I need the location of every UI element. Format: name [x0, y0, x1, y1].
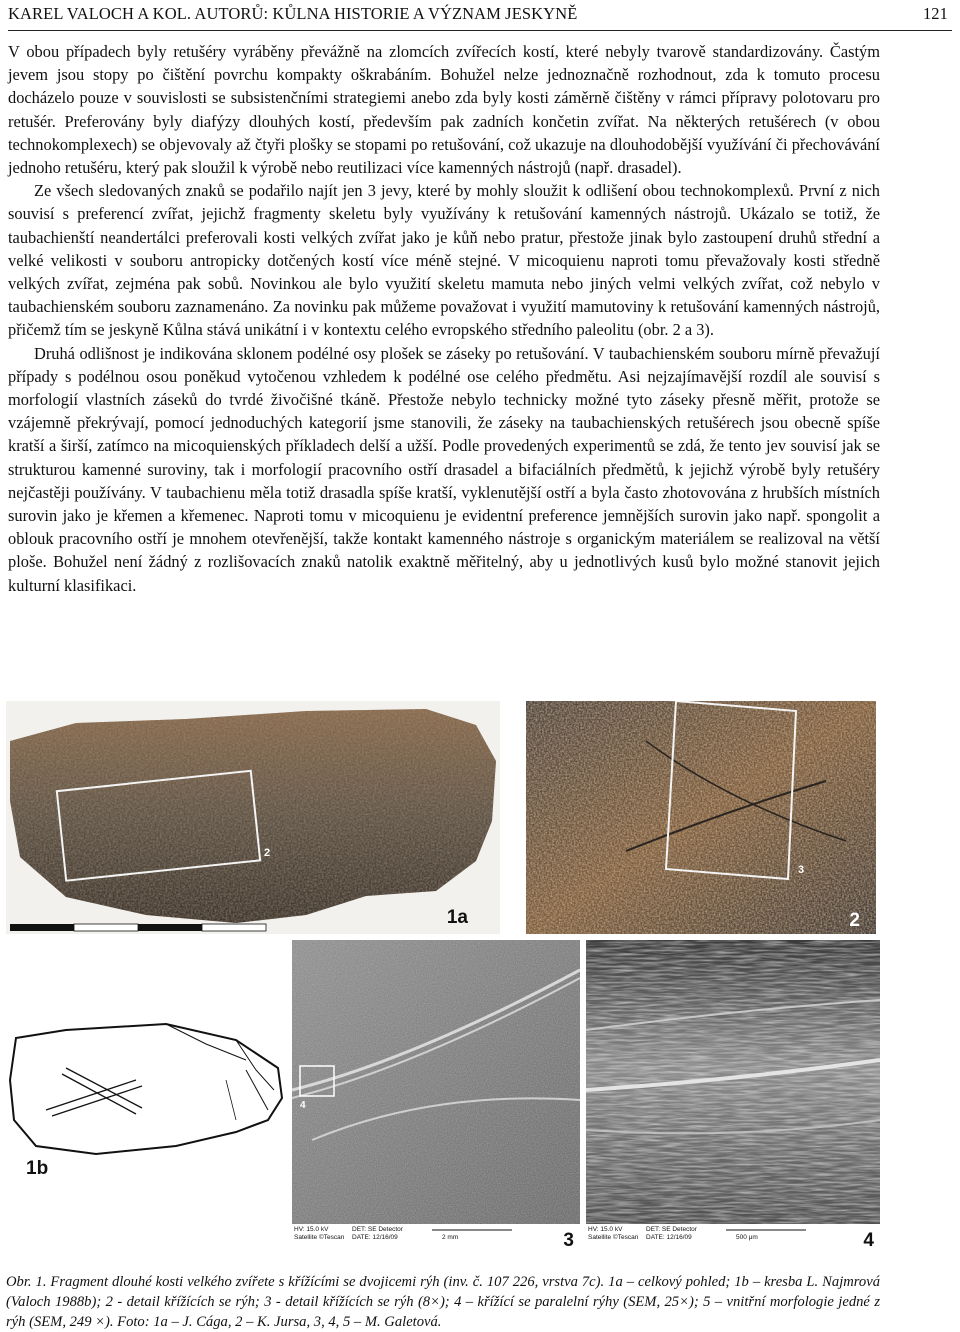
- frame-label-3: 3: [798, 864, 805, 876]
- running-title: KAREL VALOCH A KOL. AUTORŮ: KŮLNA HISTORIE A VÝZNAM JESKYNĚ: [8, 4, 578, 23]
- sem4-scale: 500 μm: [736, 1234, 758, 1241]
- paragraph-2: Ze všech sledovaných znaků se podařilo najít jen 3 jevy, které by mohly sloužit k odlišení obou technokomplexů. První z nich souvisí s preferencí zvířat, jejichž fragmenty skeletu byly využívány k retušování kamenných nástrojů. Ukázalo se totiž, že taubachienští neandertálci preferovali kosti velkých zvířat jako je kůň nebo pratur, přestože jinak bylo zastoupení druhů střední a velké velikosti v souboru antropicky dotčených kostí více méně stejné. V micoquienu naproti tomu převažovaly kosti středně velkých zvířat, zejména pak sobů. Novinkou ale bylo využití skeletu mamuta nebo jiných velmi velkých zvířat, což nebylo v taubachienském souboru zaznamenáno. Za novinku pak můžeme považovat i využití mamutoviny k retušování kamenných nástrojů, přičemž tím se jeskyně Kůlna stává unikátní i v kontextu celého evropského středního paleolitu (obr. 2 a 3).: [8, 181, 880, 340]
- sem3-det: DET: SE Detector: [352, 1226, 403, 1233]
- figure-label-2: 2: [849, 910, 860, 931]
- sem3-brand: Satellite ©Tescan: [294, 1234, 345, 1241]
- figure-2-photo: [526, 701, 876, 934]
- figure-1a-photo: [6, 701, 500, 934]
- page-number: 121: [922, 4, 948, 23]
- frame-label-2: 2: [264, 847, 271, 859]
- header-rule: [8, 30, 952, 31]
- figure-label-1a: 1a: [446, 907, 468, 928]
- sem3-hv: HV: 15.0 kV: [294, 1226, 329, 1233]
- figure-label-3: 3: [563, 1230, 574, 1250]
- body-text: [8, 40, 880, 597]
- figure-label-4: 4: [863, 1230, 874, 1250]
- scale-bar: [10, 924, 266, 931]
- paragraph-3: Druhá odlišnost je indikována sklonem podélné osy plošek se záseky po retušování. V taubachienském souboru mírně převažují případy s podélnou osou poněkud vytočenou vzhledem k podélné ose celého předmětu. Asi nejzajímavější rozdíl ale souvisí s morfologií vlastních záseků do tvrdé živočišné tkáně. Přestože nebylo technicky možné tyto záseky přesně měřit, protože se vzájemně překrývají, pomocí jednoduchých kategorií jsme stanovili, že záseky na taubachienských retušérech jsou obecně spíše kratší a širší, zatímco na micoquienských příkladech delší a užší. Podle provedených experimentů se zdá, že tento jev souvisí jak se strukturou kamenné suroviny, tak i morfologií pracovního ostří drasadel a bifaciálních předmětů, k jejichž výrobě byly retušéry nejčastěji používány. V taubachienu měla totiž drasadla spíše kratší, vyklenutější ostří a byla často zhotovována z hrubších místních surovin jako je křemen a křemenec. Naproti tomu v micoquienu je evidentní preference jemnějších surovin jako např. spongolit a oblouk pracovního ostří je mnohem otevřenější, takže kontakt kamenného nástroje s organickým materiálem se realizoval na větší ploše. Bohužel není žádný z rozlišovacích znaků natolik exaktně měřitelný, aby u jednotlivých kusů bylo možné stanovit jejich kulturní klasifikaci.: [8, 343, 880, 595]
- figure-4-sem: [586, 940, 880, 1250]
- sem4-brand: Satellite ©Tescan: [588, 1234, 639, 1241]
- paragraph-1: V obou případech byly retušéry vyráběny převážně na zlomcích zvířecích kostí, které nebyly tvarově standardizovány. Častým jevem jsou stopy po čištění povrchu kompakty oškrabáním. Bohužel nelze jednoznačně rozhodnout, zda k tomuto procesu docházelo pouze v souvislosti se subsistenčními strategiemi anebo zda byly kosti záměrně čištěny v rámci přípravy polotovaru pro retušér. Preferovány byly diafýzy dlouhých kostí, především pak zadních končetin zvířat. Na některých retušérech (v obou technokomplexech) se objevovaly až čtyři plošky se stopami po retušování, což ukazuje na dlouhodobější využívání či přechovávání jednoho retušéru, který pak sloužil k výrobě nebo reutilizaci více kamenných nástrojů (např. drasadel).: [8, 42, 880, 178]
- frame-label-4: 4: [300, 1100, 306, 1111]
- figure-1b-drawing: [6, 1010, 290, 1190]
- sem3-scale: 2 mm: [442, 1234, 459, 1241]
- figure-3-sem: [292, 940, 580, 1250]
- sem4-date: DATE: 12/16/09: [646, 1234, 692, 1241]
- figure-caption: Obr. 1. Fragment dlouhé kosti velkého zvířete s křížícími se dvojicemi rýh (inv. č. 107 226, vrstva 7c). 1a – celkový pohled; 1b – kresba L. Najmrová (Valoch 1988b); 2 - detail křížících se rýh; 3 - detail křížících se rýh (8×); 4 – křížící se paralelní rýhy (SEM, 25×); 5 – vnitřní morfologie jedné z rýh (SEM, 249 ×). Foto: 1a – J. Cága, 2 – K. Jursa, 3, 4, 5 – M. Galetová.: [6, 1274, 880, 1330]
- sem4-hv: HV: 15.0 kV: [588, 1226, 623, 1233]
- sem3-date: DATE: 12/16/09: [352, 1234, 398, 1241]
- figure-label-1b: 1b: [26, 1158, 49, 1179]
- sem4-det: DET: SE Detector: [646, 1226, 697, 1233]
- running-header: [8, 4, 948, 28]
